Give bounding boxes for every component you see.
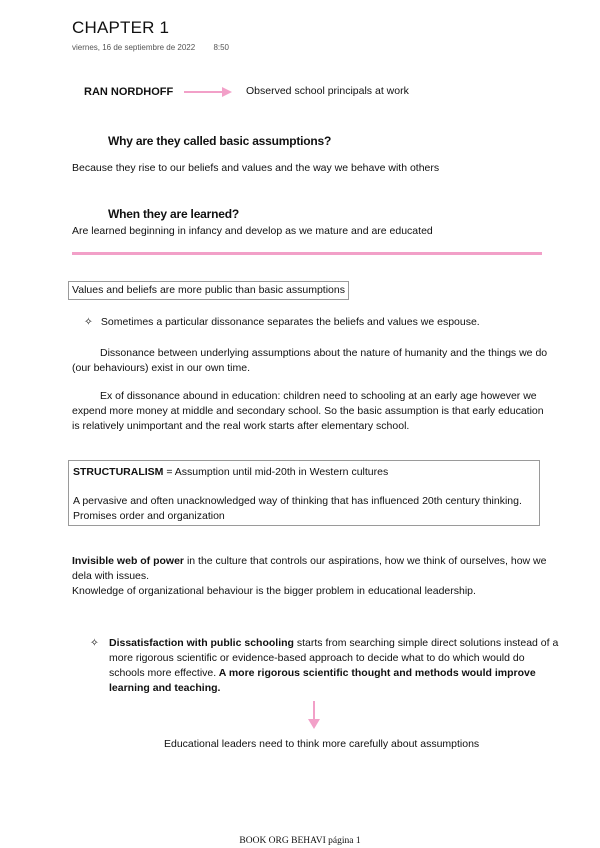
author-name: RAN NORDHOFF xyxy=(84,86,174,98)
invisible-web-text: in the culture that controls our aspirations, how we think of ourselves, how we dela with issues. xyxy=(72,555,547,582)
paragraph-invisible-web xyxy=(72,554,548,584)
page-time: 8:50 xyxy=(213,43,230,52)
page-date: viernes, 16 de septiembre de 2022 xyxy=(72,43,196,52)
question-heading-1: Why are they called basic assumptions? xyxy=(108,134,332,148)
bullet-text-1: Sometimes a particular dissonance separates the beliefs and values we espouse. xyxy=(100,316,480,328)
page-timestamp xyxy=(72,43,245,52)
conclusion-text: Educational leaders need to think more carefully about assumptions xyxy=(164,738,480,750)
bullet2-bold-lead: Dissatisfaction with public schooling xyxy=(109,637,294,649)
structuralism-box xyxy=(68,460,540,526)
author-note: Observed school principals at work xyxy=(246,85,409,97)
paragraph-example: Ex of dissonance abound in education: children need to schooling at an early age however we expend more money at middle and secondary school. So the basic assumption is that early education is relatively unimportant and the real work starts after elementary school. xyxy=(72,390,544,432)
bullet2-bold-tail: A more rigorous scientific thought and methods would improve learning and teaching. xyxy=(109,667,536,694)
answer-2: Are learned beginning in infancy and develop as we mature and are educated xyxy=(72,225,433,237)
bullet-item-1 xyxy=(84,315,480,330)
structuralism-term: STRUCTURALISM xyxy=(73,466,164,478)
right-arrow-icon xyxy=(184,86,234,98)
bullet2-text: starts from searching simple direct solutions instead of a more rigorous scientific or evidence-based approach to decide what to do which would do schools more effective. xyxy=(109,637,559,679)
invisible-web-term: Invisible web of power xyxy=(72,555,185,567)
values-box: Values and beliefs are more public than basic assumptions xyxy=(68,281,349,300)
paragraph-org-behaviour: Knowledge of organizational behaviour is the bigger problem in educational leadership. xyxy=(72,585,476,597)
structuralism-description: A pervasive and often unacknowledged way of thinking that has influenced 20th century thinking. Promises order and organization xyxy=(73,495,522,522)
structuralism-title xyxy=(73,465,388,480)
section-divider xyxy=(72,252,542,255)
diamond-bullet-icon: ✧ xyxy=(84,316,93,328)
page-title: CHAPTER 1 xyxy=(72,18,170,37)
structuralism-definition: = Assumption until mid-20th in Western cultures xyxy=(163,466,389,478)
down-arrow-icon xyxy=(307,701,321,729)
bullet-item-2 xyxy=(109,636,561,696)
question-heading-2: When they are learned? xyxy=(108,207,239,221)
diamond-bullet-icon: ✧ xyxy=(90,637,99,649)
answer-1: Because they rise to our beliefs and values and the way we behave with others xyxy=(72,162,440,174)
page-footer: BOOK ORG BEHAVI página 1 xyxy=(239,836,361,846)
paragraph-dissonance: Dissonance between underlying assumptions about the nature of humanity and the things we do (our behaviours) exist in our own time. xyxy=(72,347,548,374)
